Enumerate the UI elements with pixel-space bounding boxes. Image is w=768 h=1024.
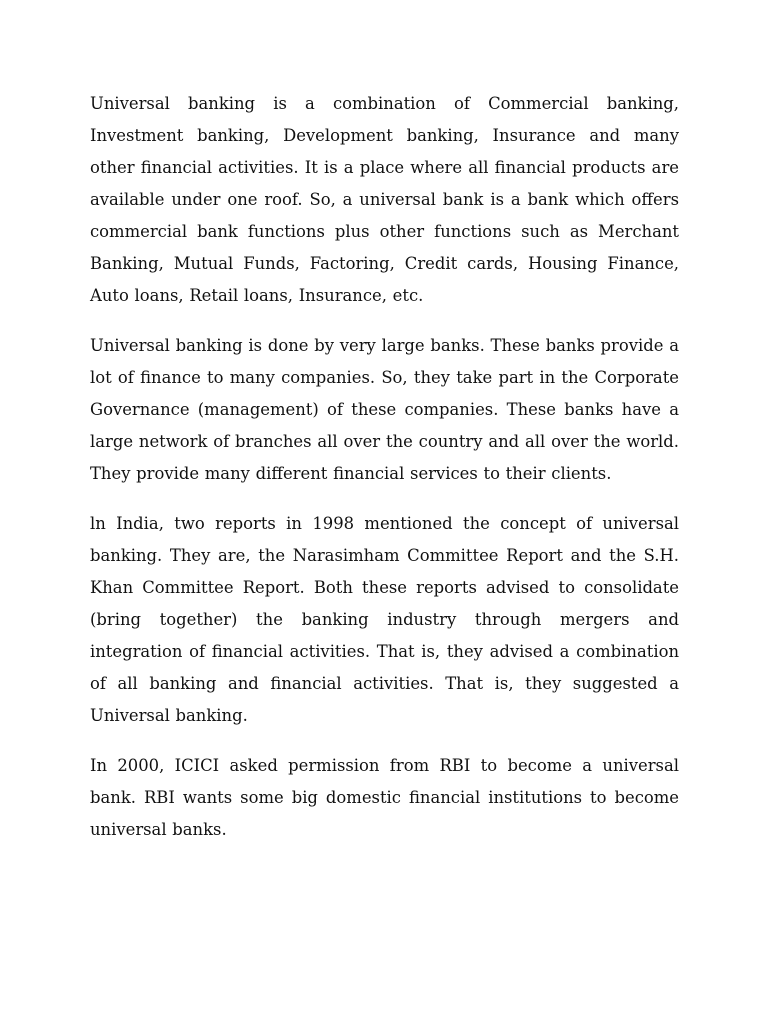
- paragraph-icici-rbi: In 2000, ICICI asked permission from RBI to become a universal bank. RBI wants some big domestic financial institutions to become universal banks.: [90, 756, 679, 839]
- paragraph-india-reports: ln India, two reports in 1998 mentioned the concept of universal banking. They are, the Narasimham Committee Report and the S.H. Khan Committee Report. Both these reports advised to consolidate (bring together) the banking industry through mergers and integration of financial activities. That is, they advised a combination of all banking and financial activities. That is, they suggested a Universal banking.: [90, 514, 679, 725]
- document-body: [90, 88, 679, 864]
- paragraph-large-banks: Universal banking is done by very large banks. These banks provide a lot of finance to many companies. So, they take part in the Corporate Governance (management) of these companies. These banks have a large network of branches all over the country and all over the world. They provide many different financial services to their clients.: [90, 336, 679, 483]
- paragraph-universal-banking-definition: Universal banking is a combination of Commercial banking, Investment banking, Development banking, Insurance and many other financial activities. It is a place where all financial products are available under one roof. So, a universal bank is a bank which offers commercial bank functions plus other functions such as Merchant Banking, Mutual Funds, Factoring, Credit cards, Housing Finance, Auto loans, Retail loans, Insurance, etc.: [90, 94, 679, 305]
